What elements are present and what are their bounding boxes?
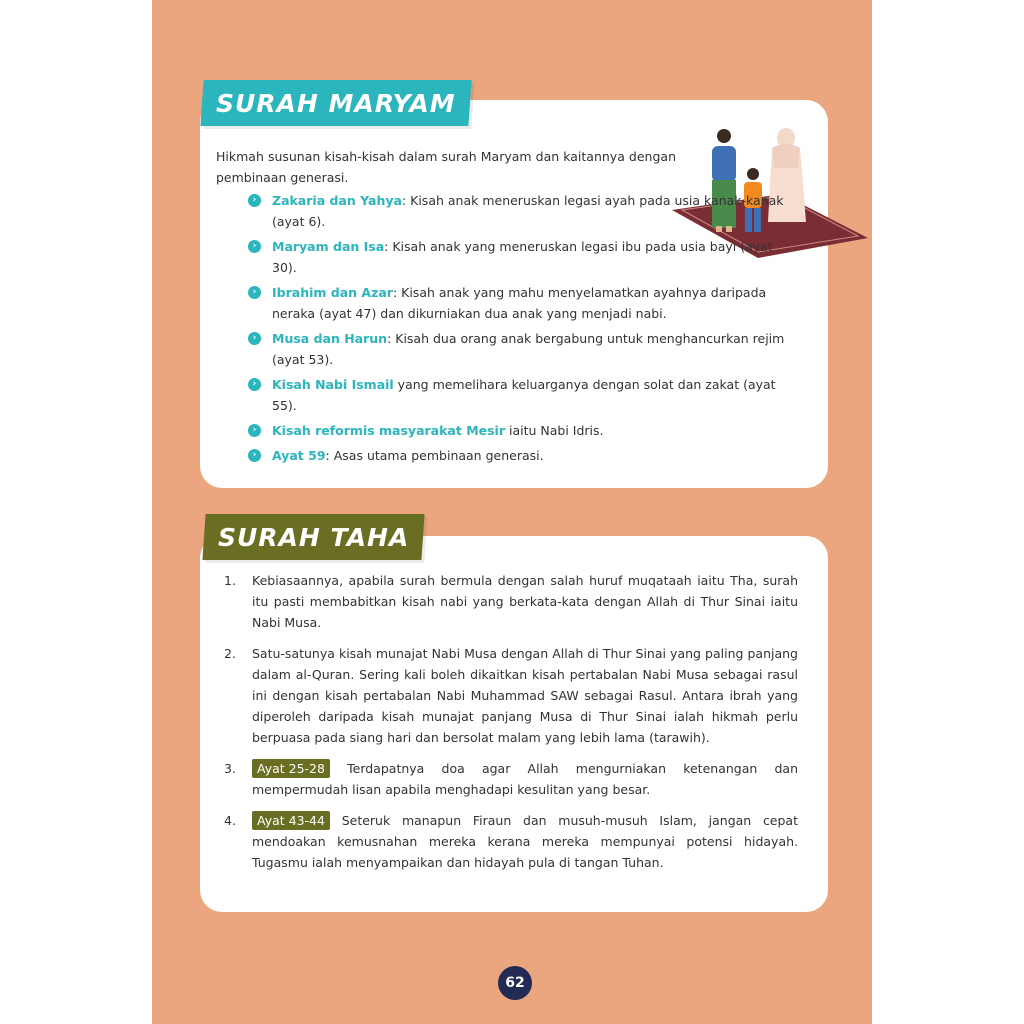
surah-taha-title-tab <box>202 514 424 560</box>
list-item: 3. Ayat 25-28 Terdapatnya doa agar Allah mengurniakan ketenangan dan mempermudah lisan apabila menghadapi kesulitan yang besar. <box>224 761 798 797</box>
list-item: 4. Ayat 43-44 Seteruk manapun Firaun dan musuh-musuh Islam, jangan cepat mendoakan kemusnahan mereka kerana mereka mempunyai potensi hidayah. Tugasmu ialah menyampaikan dan hidayah pula di tangan Tuhan. <box>224 813 798 870</box>
surah-taha-title: SURAH TAHA <box>218 522 410 552</box>
verse-badge: Ayat 43-44 <box>252 811 330 830</box>
chevron-right-icon: › <box>248 449 261 462</box>
verse-badge: Ayat 25-28 <box>252 759 330 778</box>
surah-maryam-list <box>248 190 796 470</box>
list-item: › Kisah Nabi Ismail yang memelihara keluarganya dengan solat dan zakat (ayat 55). <box>248 374 796 416</box>
page-background <box>152 0 872 1024</box>
page-number: 62 <box>498 966 532 1000</box>
surah-maryam-title-tab <box>200 80 471 126</box>
list-item: › Maryam dan Isa: Kisah anak yang meneruskan legasi ibu pada usia bayi (ayat 30). <box>248 236 796 278</box>
list-item: › Kisah reformis masyarakat Mesir iaitu Nabi Idris. <box>248 420 796 441</box>
chevron-right-icon: › <box>248 194 261 207</box>
list-item: 1. Kebiasaannya, apabila surah bermula dengan salah huruf muqataah iaitu Tha, surah itu pasti membabitkan kisah nabi yang berkata-kata dengan Allah di Thur Sinai iaitu Nabi Musa. <box>224 573 798 630</box>
chevron-right-icon: › <box>248 378 261 391</box>
list-item: › Ibrahim dan Azar: Kisah anak yang mahu menyelamatkan ayahnya daripada neraka (ayat 47) dan dikurniakan dua anak yang menjadi nabi. <box>248 282 796 324</box>
surah-maryam-intro: Hikmah susunan kisah-kisah dalam surah Maryam dan kaitannya dengan pembinaan generasi. <box>216 149 676 185</box>
chevron-right-icon: › <box>248 286 261 299</box>
chevron-right-icon: › <box>248 424 261 437</box>
list-item: › Zakaria dan Yahya: Kisah anak meneruskan legasi ayah pada usia kanak-kanak (ayat 6). <box>248 190 796 232</box>
list-item: › Musa dan Harun: Kisah dua orang anak bergabung untuk menghancurkan rejim (ayat 53). <box>248 328 796 370</box>
chevron-right-icon: › <box>248 240 261 253</box>
surah-taha-list <box>224 570 798 883</box>
surah-maryam-title: SURAH MARYAM <box>216 88 456 118</box>
list-item: › Ayat 59: Asas utama pembinaan generasi. <box>248 445 796 466</box>
chevron-right-icon: › <box>248 332 261 345</box>
list-item: 2. Satu-satunya kisah munajat Nabi Musa dengan Allah di Thur Sinai yang paling panjang dalam al-Quran. Sering kali boleh dikaitkan kisah pertabalan Nabi Musa sebagai rasul ini dengan kisah pertabalan Nabi Muhammad SAW sebagai Rasul. Antara ibrah yang diperoleh daripada kisah munajat panjang Musa di Thur Sinai ialah hikmah perlu berpuasa pada siang hari dan bersolat malam yang lebih lama (tarawih). <box>224 646 798 745</box>
